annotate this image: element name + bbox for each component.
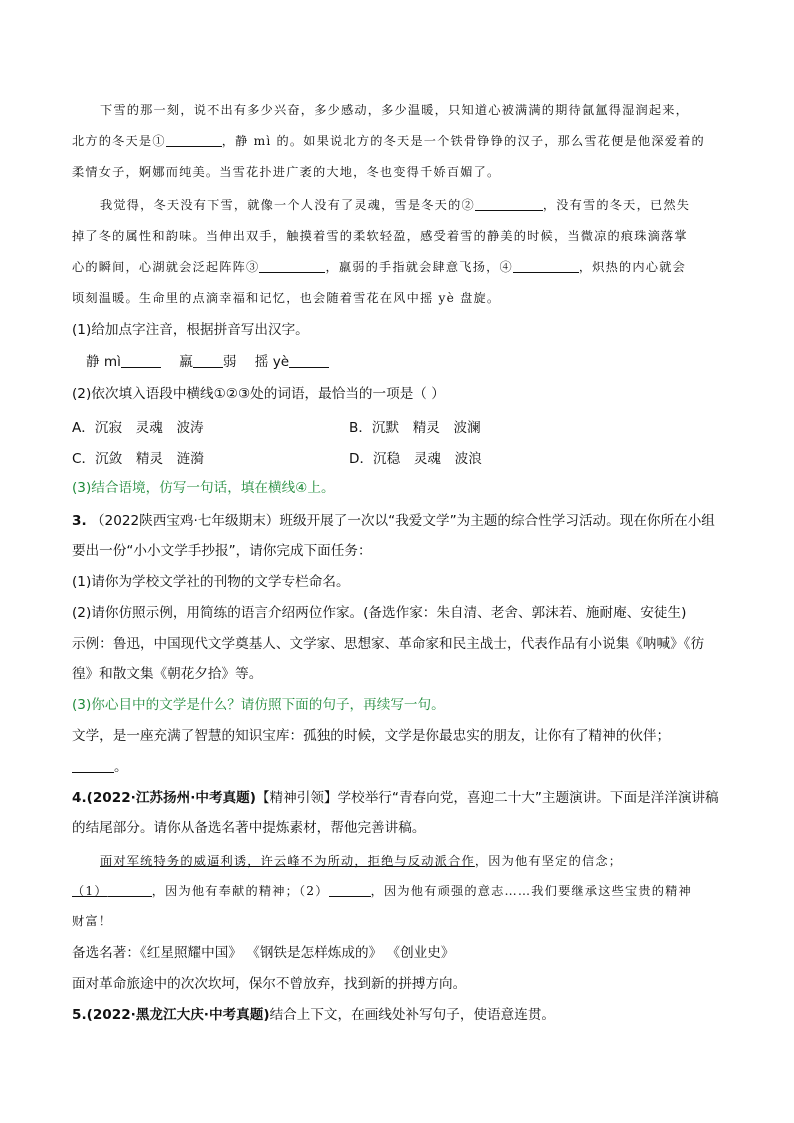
question-text: (2)请你仿照示例，用简练的语言介绍两位作家。(备选作家：朱自清、老舍、郭沫若、施耐庵、安徒生) xyxy=(72,605,687,621)
answer-blank[interactable] xyxy=(193,353,223,368)
example-sentence: 文学，是一座充满了智慧的知识宝库：孤独的时候，文学是你最忠实的朋友，让你有了精神的伙伴； xyxy=(72,728,671,744)
option-b[interactable]: B．沉默 精灵 波澜 xyxy=(349,420,481,436)
question-text: 面对革命旅途中的次次坎坷，保尔不曾放弃，找到新的拼搏方向。 xyxy=(72,976,467,992)
books-list: 备选名著：《红星照耀中国》 《钢铁是怎样炼成的》 《创业史》 xyxy=(72,945,455,961)
answer-blank[interactable] xyxy=(72,758,114,773)
option-d[interactable]: D．沉稳 灵魂 波浪 xyxy=(349,451,482,467)
passage-line: 下雪的那一刻，说不出有多少兴奋，多少感动，多少温暖，只知道心被满满的期待氤氲得湿润起来， xyxy=(100,103,690,117)
pinyin-answer-line: 静 mì 羸 弱 摇 yè xyxy=(86,352,329,372)
example-text: 徨》和散文集《朝花夕拾》等。 xyxy=(72,666,263,682)
question-heading: 要出一份“小小文学手抄报”，请你完成下面任务： xyxy=(72,543,372,559)
question-heading: 5.(2022·黑龙江大庆·中考真题)结合上下文，在画线处补写句子，使语意连贯。 xyxy=(72,1007,556,1023)
answer-blank[interactable] xyxy=(475,196,543,211)
answer-blank[interactable] xyxy=(289,353,329,368)
passage-line: 北方的冬天是① ，静 mì 的。如果说北方的冬天是一个铁骨铮铮的汉子，那么雪花便是他深爱着的 xyxy=(72,134,705,148)
draft-line: （1） ，因为他有奉献的精神；（2） ，因为他有顽强的意志……我们要继承这些宝贵的精神 xyxy=(72,884,692,898)
question-heading: 3. （2022陕西宝鸡·七年级期末）班级开展了一次以“我爱文学”为主题的综合性学习活动。现在你所在小组 xyxy=(72,513,715,529)
answer-blank[interactable] xyxy=(166,132,222,147)
answer-line: 。 xyxy=(72,757,128,777)
passage-line: 心的瞬间，心湖就会泛起阵阵③ ，羸弱的手指就会肆意飞扬，④ ，炽热的内心就会 xyxy=(72,260,686,274)
passage-line: 柔情女子，婀娜而纯美。当雪花扑进广袤的大地，冬也变得千娇百媚了。 xyxy=(72,165,501,179)
question-text: (1)给加点字注音，根据拼音写出汉字。 xyxy=(72,322,309,338)
example-text: 示例：鲁迅，中国现代文学奠基人、文学家、思想家、革命家和民主战士，代表作品有小说集《呐喊》《彷 xyxy=(72,636,705,652)
passage-line: 掉了冬的属性和韵味。当伸出双手，触摸着雪的柔软轻盈，感受着雪的静美的时候，当微凉的痕珠滴落掌 xyxy=(72,229,688,243)
draft-line: 财富！ xyxy=(72,914,113,928)
question-text: (3)结合语境，仿写一句话，填在横线④上。 xyxy=(72,480,335,496)
question-text: (1)请你为学校文学社的刊物的文学专栏命名。 xyxy=(72,574,350,590)
answer-blank[interactable] xyxy=(513,258,579,273)
answer-blank[interactable] xyxy=(329,882,371,897)
answer-blank[interactable] xyxy=(108,882,152,897)
passage-line: 我觉得，冬天没有下雪，就像一个人没有了灵魂，雪是冬天的② ，没有雪的冬天，已然失 xyxy=(100,198,691,212)
answer-blank[interactable] xyxy=(259,258,325,273)
draft-line: 面对军统特务的威逼利诱，许云峰不为所动，拒绝与反动派合作，因为他有坚定的信念； xyxy=(100,854,623,868)
option-a[interactable]: A．沉寂 灵魂 波涛 xyxy=(72,420,204,436)
question-heading: 的结尾部分。请你从备选名著中提炼素材，帮他完善讲稿。 xyxy=(72,820,426,836)
question-heading: 4.(2022·江苏扬州·中考真题)【精神引领】学校举行“青春向党，喜迎二十大”主题演讲。下面是洋洋演讲稿 xyxy=(72,790,719,806)
answer-blank[interactable] xyxy=(121,353,161,368)
question-text: (2)依次填入语段中横线①②③处的词语，最恰当的一项是（ ） xyxy=(72,386,445,402)
question-text: (3)你心目中的文学是什么？请仿照下面的句子，再续写一句。 xyxy=(72,697,445,713)
option-c[interactable]: C．沉敛 精灵 涟漪 xyxy=(72,451,204,467)
passage-line: 顷刻温暖。生命里的点滴幸福和记忆，也会随着雪花在风中摇 yè 盘旋。 xyxy=(72,291,501,305)
